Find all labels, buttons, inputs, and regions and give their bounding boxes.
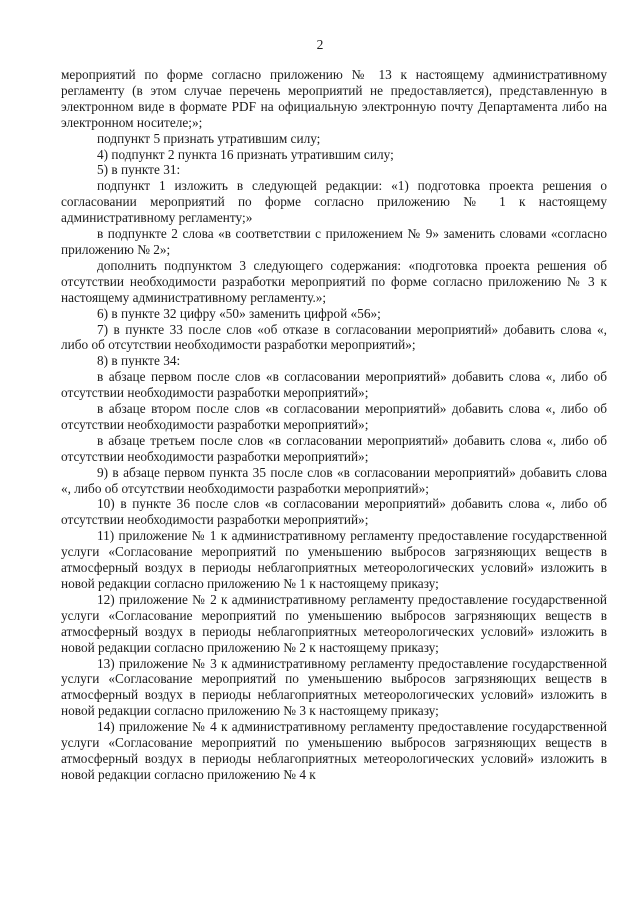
paragraph: подпункт 1 изложить в следующей редакции: «1) подготовка проекта решения о согласовании мероприятий по форме согласно приложению № 1 к настоящему административному регламенту;» [61,178,607,226]
paragraph: в абзаце третьем после слов «в согласовании мероприятий» добавить слова «, либо об отсутствии необходимости разработки мероприятий»; [61,432,607,464]
paragraph: 11) приложение № 1 к административному регламенту предоставление государственной услуги «Согласование мероприятий по уменьшению выбросов загрязняющих веществ в атмосферный воздух в периоды неблагоприятных метеорологических условий» изложить в новой редакции согласно приложению № 1 к настоящему приказу; [61,528,607,591]
page-number: 2 [316,37,324,52]
paragraph: 5) в пункте 31: [97,162,181,178]
paragraph: в абзаце втором после слов «в согласовании мероприятий» добавить слова «, либо об отсутствии необходимости разработки мероприятий»; [61,401,607,432]
paragraph: дополнить подпунктом 3 следующего содержания: «подготовка проекта решения об отсутствии необходимости разработки мероприятий по форме согласно приложению № 3 к настоящему административному регламенту.»; [61,257,607,305]
paragraph: в подпункте 2 слова «в соответствии с приложением № 9» заменить словами «согласно приложению № 2»; [61,226,607,257]
paragraph: в абзаце первом после слов «в согласовании мероприятий» добавить слова «, либо об отсутствии необходимости разработки мероприятий»; [61,369,607,401]
paragraph: подпункт 5 признать утратившим силу; [97,130,321,146]
paragraph: 14) приложение № 4 к административному регламенту предоставление государственной услуги «Согласование мероприятий по уменьшению выбросов загрязняющих веществ в атмосферный воздух в периоды неблагоприятных метеорологических условий» изложить в новой редакции согласно приложению № 4 к [61,719,607,782]
paragraph: 6) в пункте 32 цифру «50» заменить цифрой «56»; [97,305,381,321]
paragraph: мероприятий по форме согласно приложению № 13 к настоящему административному регламенту (в этом случае перечень мероприятий не предоставляется), представленную в электронном виде в формате PDF на официальную электронную почту Департамента либо на электронном носителе;»; [61,67,607,130]
paragraph: 12) приложение № 2 к административному регламенту предоставление государственной услуги «Согласование мероприятий по уменьшению выбросов загрязняющих веществ в атмосферный воздух в периоды неблагоприятных метеорологических условий» изложить в новой редакции согласно приложению № 2 к настоящему приказу; [61,591,607,655]
document-body [61,67,607,783]
paragraph: 10) в пункте 36 после слов «в согласовании мероприятий» добавить слова «, либо об отсутствии необходимости разработки мероприятий»; [61,496,607,528]
paragraph: 4) подпункт 2 пункта 16 признать утратившим силу; [97,146,394,162]
paragraph: 13) приложение № 3 к административному регламенту предоставление государственной услуги «Согласование мероприятий по уменьшению выбросов загрязняющих веществ в атмосферный воздух в периоды неблагоприятных метеорологических условий» изложить в новой редакции согласно приложению № 3 к настоящему приказу; [61,655,607,719]
paragraph: 8) в пункте 34: [97,353,181,369]
paragraph: 9) в абзаце первом пункта 35 после слов «в согласовании мероприятий» добавить слова «, либо об отсутствии необходимости разработки мероприятий»; [61,464,607,496]
paragraph: 7) в пункте 33 после слов «об отказе в согласовании мероприятий» добавить слова «, либо об отсутствии необходимости разработки мероприятий»; [61,321,607,353]
